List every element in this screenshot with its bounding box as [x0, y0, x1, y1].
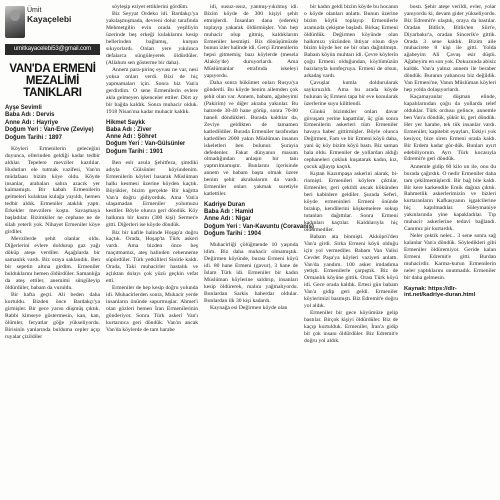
- paragraph: Köyleri Ermenilerin geleceğini duyunca, ellerinden geldiği kadar tedbir aldılar. Tepelere mevziler kazdılar. Hudutları ele tutmak vazifesi, Van'ın müdafaası bizim köye oldu. Köyde insanlar, arabaları sahra azacık yer kalmamıştı. Bir kabah Ermenilerin gelmeleri kulaktan kulağa yayıldı, hemen tedbir aldık. Ermeniler ataklık yaptı. Erkekler mevzilere koştu. Savaşmaya başladılar. Bizimkiler ne cephane ne de silah yeterli yok. Nihayet Ermeniler köye girdiler.: [5, 146, 100, 235]
- witness-father: Baba Adı : Hamid: [204, 209, 254, 216]
- column-3: [204, 4, 314, 496]
- column-4: [304, 4, 398, 496]
- paragraph: söyleşip eziyet ettiklerini gördüm.: [112, 4, 189, 10]
- paragraph: Kıştan Kazımpaşa askerini alarak, bi-rinmişti. Ermenileri köylere çıktılar. Ermeniler, geri çekildi ancak kökünden beri kabinlere geldiler. Şurada Seferi, köyde ermeninleri Ermeni önünde bırakıp, kendilerini köşkemelere sokup tutanları dağıttılar. Sonra Ermeni kadınları kaçtılar. Kaldılarıyla hiç öldürmediler.: [304, 171, 398, 233]
- title-line-1: VAN'DA ERMENİ: [9, 63, 96, 75]
- column-5-text: [404, 4, 496, 282]
- paragraph: Annem para-pirinç eyvası ne var, nesi yoksa onları verdi. Bizi de hiç yapmamaları için. Sonra biz Van'a gerdirdim. O sene Ermenilerin evlere akla gelmeyen işkenceler ettiler. Dört ay bir bağda kaldık. Sonra muhacir olduk. 1918 Nisan'ına kadar muhacir kaldık.: [106, 67, 198, 115]
- paragraph: Mevzilerde şehit olanlar oldu. Diğerlerini evlere doldurup gaz yağı döküp ateşe verdiler. Aşağılarda bir samanlık vardı. Biz oraya saklandık. Ben bir sepetin altına girdim. Ermeniler bulduklarını hemen öldürdüler. Samanlığa da ateş ettiler, anemimi süngüleyip öldürdüler, babam da vuruldu.: [5, 236, 100, 291]
- paragraph: Daha sonra hükümet onları Rusya'ya gönderdi. Bu köyde benim ailemden çok şehit olan var. Annem, babam, ağabeyimi (Pakirim) ve diğer akraba yakınlar. Bu hatırede 30-40 hane görüp, sonra 70-80 haneli döndükleri. Burada kaldılar da, Zeviye geldikten de tamamen katledildiler. Burada Ermeniler tarafından katledilen 2000 yakın Müslüman insanın iskeletleri ben bulunur. Şurayia defedenler. Fakat dünyanın masum olmadığından anlaşın bir tanı yaptırılmamıştır. Bunlarını içerisinde annem ve babam başta olmak üzere benim şehit akrabalarım da vardı. Ermeniler onları yakmak suretiyle katlettiler.: [204, 80, 298, 197]
- witness-mother: Anne Adı : Nigar: [204, 216, 251, 223]
- witness-birthdate: Doğum Tarihi : 1897: [5, 134, 62, 141]
- witness-birthplace: Doğum Yeri : Van-Gülsünler: [106, 141, 186, 148]
- witness-birthdate: Doğum Tarihi : 1901: [106, 148, 163, 155]
- column-4-text: [304, 4, 398, 345]
- column-2-text: [106, 4, 198, 116]
- author-portrait: [5, 6, 25, 38]
- witness-name: Ayşe Sevimli: [5, 105, 42, 111]
- witness-1-info: [5, 105, 100, 142]
- witness-birthplace: Doğum Yeri : Van-Erve (Zeviye): [5, 127, 94, 134]
- witness-father: Baba Adı : Dervis: [5, 112, 55, 119]
- column-3-text-b: [204, 242, 298, 312]
- paragraph: Annemle gidip 60 kilo un ile, onu du burada çağırdık. O nedir Ermeniler daha tam çekilmemişlerdi. Bir bağ bile kaldı. Bir kere karkendile Emik dağına çıktık. Rahmetlik askerlerimizin ve bizleri kurtaranların Kafkasyanın işgalcilerine hiç kapılmadılar. Süleymaniye yakınlarında yine kapakladılar. Tıp muhacir askerlerine tedavi bağlandı. Canımız pir kurtardık.: [404, 163, 496, 232]
- paragraph: Biz Seyyat Ordeko idi. Bardakçı'ya yakılaşmışmada, devreni dolur tarafında Mehmetgilin evin orada yeşilliyin üzerinde beş erkeği kulaklarını kesip bellerinden bağlamış, kurşun sıkıyorlardı. Onları yere yıkılınca defalarca süngüleyerek öldürdüler. (Allahım sen gösterme bir daha).: [106, 11, 198, 66]
- column-5: [404, 4, 496, 496]
- witness-name: Kadriye Duran: [204, 201, 246, 208]
- paragraph: idi, susuz-ıssız, yanmış-yıkılmış idi. Bizim köyde de 300 kişiyi şehit etmişlerdi. İnsanları dana (ederek) toplayıp yakarak öldürmüşler. Van hep muhacir olup gitmiş, kaldıklarım Ermeniler kesmişti. Biz dönüşümüzde bunun izler halinde idi. Gerçi Ermenilerin hepsi gitmemiş; bazı köylerde (mesela Alaköy'de) duruyorlardı. Ama Müslümanlar etrafında iskeleyi yapıyordu.: [204, 4, 298, 80]
- paragraph: Neler çektik neler... 3 sene sonra sağ kalanlar Van'a döndük. Söyledikleri gibi Ermeniler öldüremiyor. Geride kalan Ermeni Edremit'e gitti. Burdan muhacirdir. Karma-kurun Ermenilerin neler yaptıklarını unutmadık. Ermeniler bir daha gelmesin.: [404, 233, 496, 281]
- witness-birthdate: Doğum Tarihi : 1904: [204, 231, 261, 238]
- paragraph: Ermeniler de hep kesip doğru yolunda idi. Muhacirlerden sonra, Muhacir yerde insanların önünde sapurmuşlar. Ahmet'i olan gözleri hemen İran Ermenilerinin gönderiyor. Sonra Türk askeri Van'ı kurtarınca geri döndük. Van'ın ancak Van'da köylerde de tam harabe: [106, 285, 198, 333]
- author-last-name: Kayaçelebi: [27, 14, 72, 24]
- source-label: Kaynak: https://dlr-: [404, 285, 457, 292]
- paragraph: Muhacirliği çölüğmende 10 yaşında idim. Biz daha muhacir olmamıştık. Değirmen köyünde, burası Ermeni köyü idi. 80 hane Ermeni (gavur), 3 hane de İslam Türk idi. Ermeniler bir kadın Müslüman köylerine saldırıp, insanları kesip öldürerek, malını yağmalıyordu. Bunlardan Sarkis haberdar oldular. Bunlardan ilk 30 kişi kadardı.: [204, 242, 298, 304]
- witness-name: Hikmet Saykk: [106, 119, 146, 126]
- left-column: [5, 6, 100, 496]
- witness-father: Baba Adı : Ziver: [106, 126, 152, 133]
- paragraph: Günkü bizimkiler onları davar güvuşam yerine kapattılar, üç gün sonra Ermenilerin askerleri tüm Ermeniler havaya haber gittirmişler. Böyle olunca Değirmen, Fam ve bir Ermeni köyü daha, yani üç köy bizim köyü bastı. Biz saman bala oldu. Ermeniler de yollardan aldığı cephaneleri çokluk kuşatarak kadın, kız, çocuk ağlayıp kaçtık.: [304, 108, 398, 170]
- title-line-2: MEZALİMİ: [25, 75, 80, 87]
- paragraph: Ben esir arsıla Şehitfeza, şimdiki adıyla Gülsünler köyündenim. Ermenilerin köyleri basarak Müslüman halkı kesmesi üzerine köyden kaçtık. Büyükler, bizim gerçekte Bir kağıtta Van'a doğru gidiyorduk. Ama Van'a ulaşamadan Ermeniler yolumuzu kestiler. Böyle olunca geri döndük. Köy halkının bir kısmı (300 kişi) Sermer'e gitti. Diğerleri ise köyde döndük.: [106, 159, 198, 229]
- paragraph: Bir hafta geçti. Ali beden daha kurtuldu. Bizden önce Bardakçı'ya girmişler. Bir gece yarısı düşmüş çıktık. Rabbi kimseye göstermesin, kan, kan, ölümler, feryatlar göğe yükseliyordu. Birisinin yanlarında bulduma cepler açıp ruyalar çizildiler: [5, 292, 100, 340]
- witness-birthplace: Doğum Yeri : Van-Kavuntu (Coravanis): [204, 223, 314, 230]
- witness-mother: Anne Adı : Hayriye: [5, 119, 59, 126]
- paragraph: Babam ata binmişti. Akköprü'den Van'a girdi. Sirka Ermeni köyü olduğu için yol vermediler. Babam Van Valisi Cevdet Paşa'ya köyleri vaziyeti anlattı. Van'da yandım. 100 asker imdadıma yetişti. Ermenilerle çarpıştık. Biz de Ormanlık köyüne gittik. Orası Türk köyü idi. Gece orada kaldık. Ertesi gün babam Van'a gidip geri geldi. Ermeniler köylerimizi basmıştı. Biz Edremit'e doğru yol aldık.: [304, 233, 398, 309]
- author-first-name: Ümit: [27, 7, 42, 14]
- paragraph: Ermeniler bir gece köyümüze gelip bastılar. Birçok kişiyi öldürdüler. Biz de kaçıp kurtulduk. Ermeniler, İran'a gidip bir çok insanı öldürdüler. Biz Edremit'e doğru yol aldık.: [304, 310, 398, 344]
- paragraph: Biz bir kafile halinde Hoşap'a doğru kaçtık. Orada, Hoşap'ta Türk askeri vardı. Ama bizden önce beş maçıtmamız, ateş halinden cehenneme süpürdüler. Türk yetkilileri Sinirle kaldı. Orada, Taki muhacirler hastalık ve açlıktan dolayı çok yüzü geçkin vefat etti.: [106, 229, 198, 284]
- paragraph: bir kadın geldi bizim köyde bu hocanın o köyde olanları anlattı. Bunun üzerine bizim köylü toplayıp Ermenilerle aramızda çekişme başladı. Birkaç Ermeni öldürdük. Değirmen köyünde olan halkımızı yüzünden ihtiyar olsun diye bizim köyde her ne bir olan dağıtılmıştı. Babam köyün muhtarı idi. Çevre köylerin çoğu Ermeni olduğundan, köylümüzün bazılarıyla konfeçruya. Ermeni de olsun, arkadaş vardı.: [304, 4, 398, 80]
- column-1-text: [5, 146, 100, 340]
- paragraph: Kaçamayanlar düşman elinde, kapalılarından çoğu da yollarda telef olduklar. Türk ordusu gelince, annemle ben Van'a döndük, şükür ki, geri döndük. Her yer harabe, tek tük insanlar vardı. Ermeniler, kapitebit eyayları, Eskiyi yok kesiyor, bize siren Ermeni orada kaldı. Bir Erdem kadar gör-dük. Bunları ayırt edebiliyorum. Ayrı Türk kocasıyla Edremit'e geri döndük.: [404, 94, 496, 163]
- witness-2-info: [106, 120, 198, 156]
- source-link[interactable]: int.net/kadriye-duran.html: [404, 291, 476, 298]
- paragraph: Çavuşlar kumla doldurularak saykıruzıldı. Ama bu arada köyde bulunan üç Ermeni tapa bir eve konularak üzerlerine suyu kilitlendi.: [304, 80, 398, 108]
- column-3-text: [204, 4, 298, 198]
- title-line-3: TANIKLARI: [23, 87, 82, 99]
- paragraph: bostı. Şehir ateşe verildi, evler, yolar yanıyordu ki, devam gider yükseliyordu. Biz Edremit'e ulaştık, oraya da bastılar. Oradan Bitlis'e, Bitlis'ten Siirt'e, Diyarbakır'a, oradan Sincerik'e gittik. Orada 3 sene kaldık. Bizim aile muhacirete 8 kişi ile gitti. Yolda ağabeyim Ali Çavuş esir düştü. Ağabeyim en son yok. Dokuzunda abisiz kaldık. Van'a yalnız annem ile beraber döndük. Buranın yabancısı biz değildik. Van Ermeni'ne, Vanın Müslüman köyleri hep yolda dolaşıyorlardı.: [404, 4, 496, 93]
- author-email: umitkayacelebi53@gmail.com: [5, 44, 100, 55]
- column-2: [106, 4, 198, 496]
- witness-mother: Anne Adı : Şöhret: [106, 134, 157, 141]
- article-title: [5, 63, 100, 99]
- author-header: [5, 6, 100, 38]
- paragraph: Kaynağa esi Değirmen köyde olan: [210, 305, 288, 312]
- witness-3-info: [204, 201, 314, 238]
- column-2-text-b: [106, 160, 198, 334]
